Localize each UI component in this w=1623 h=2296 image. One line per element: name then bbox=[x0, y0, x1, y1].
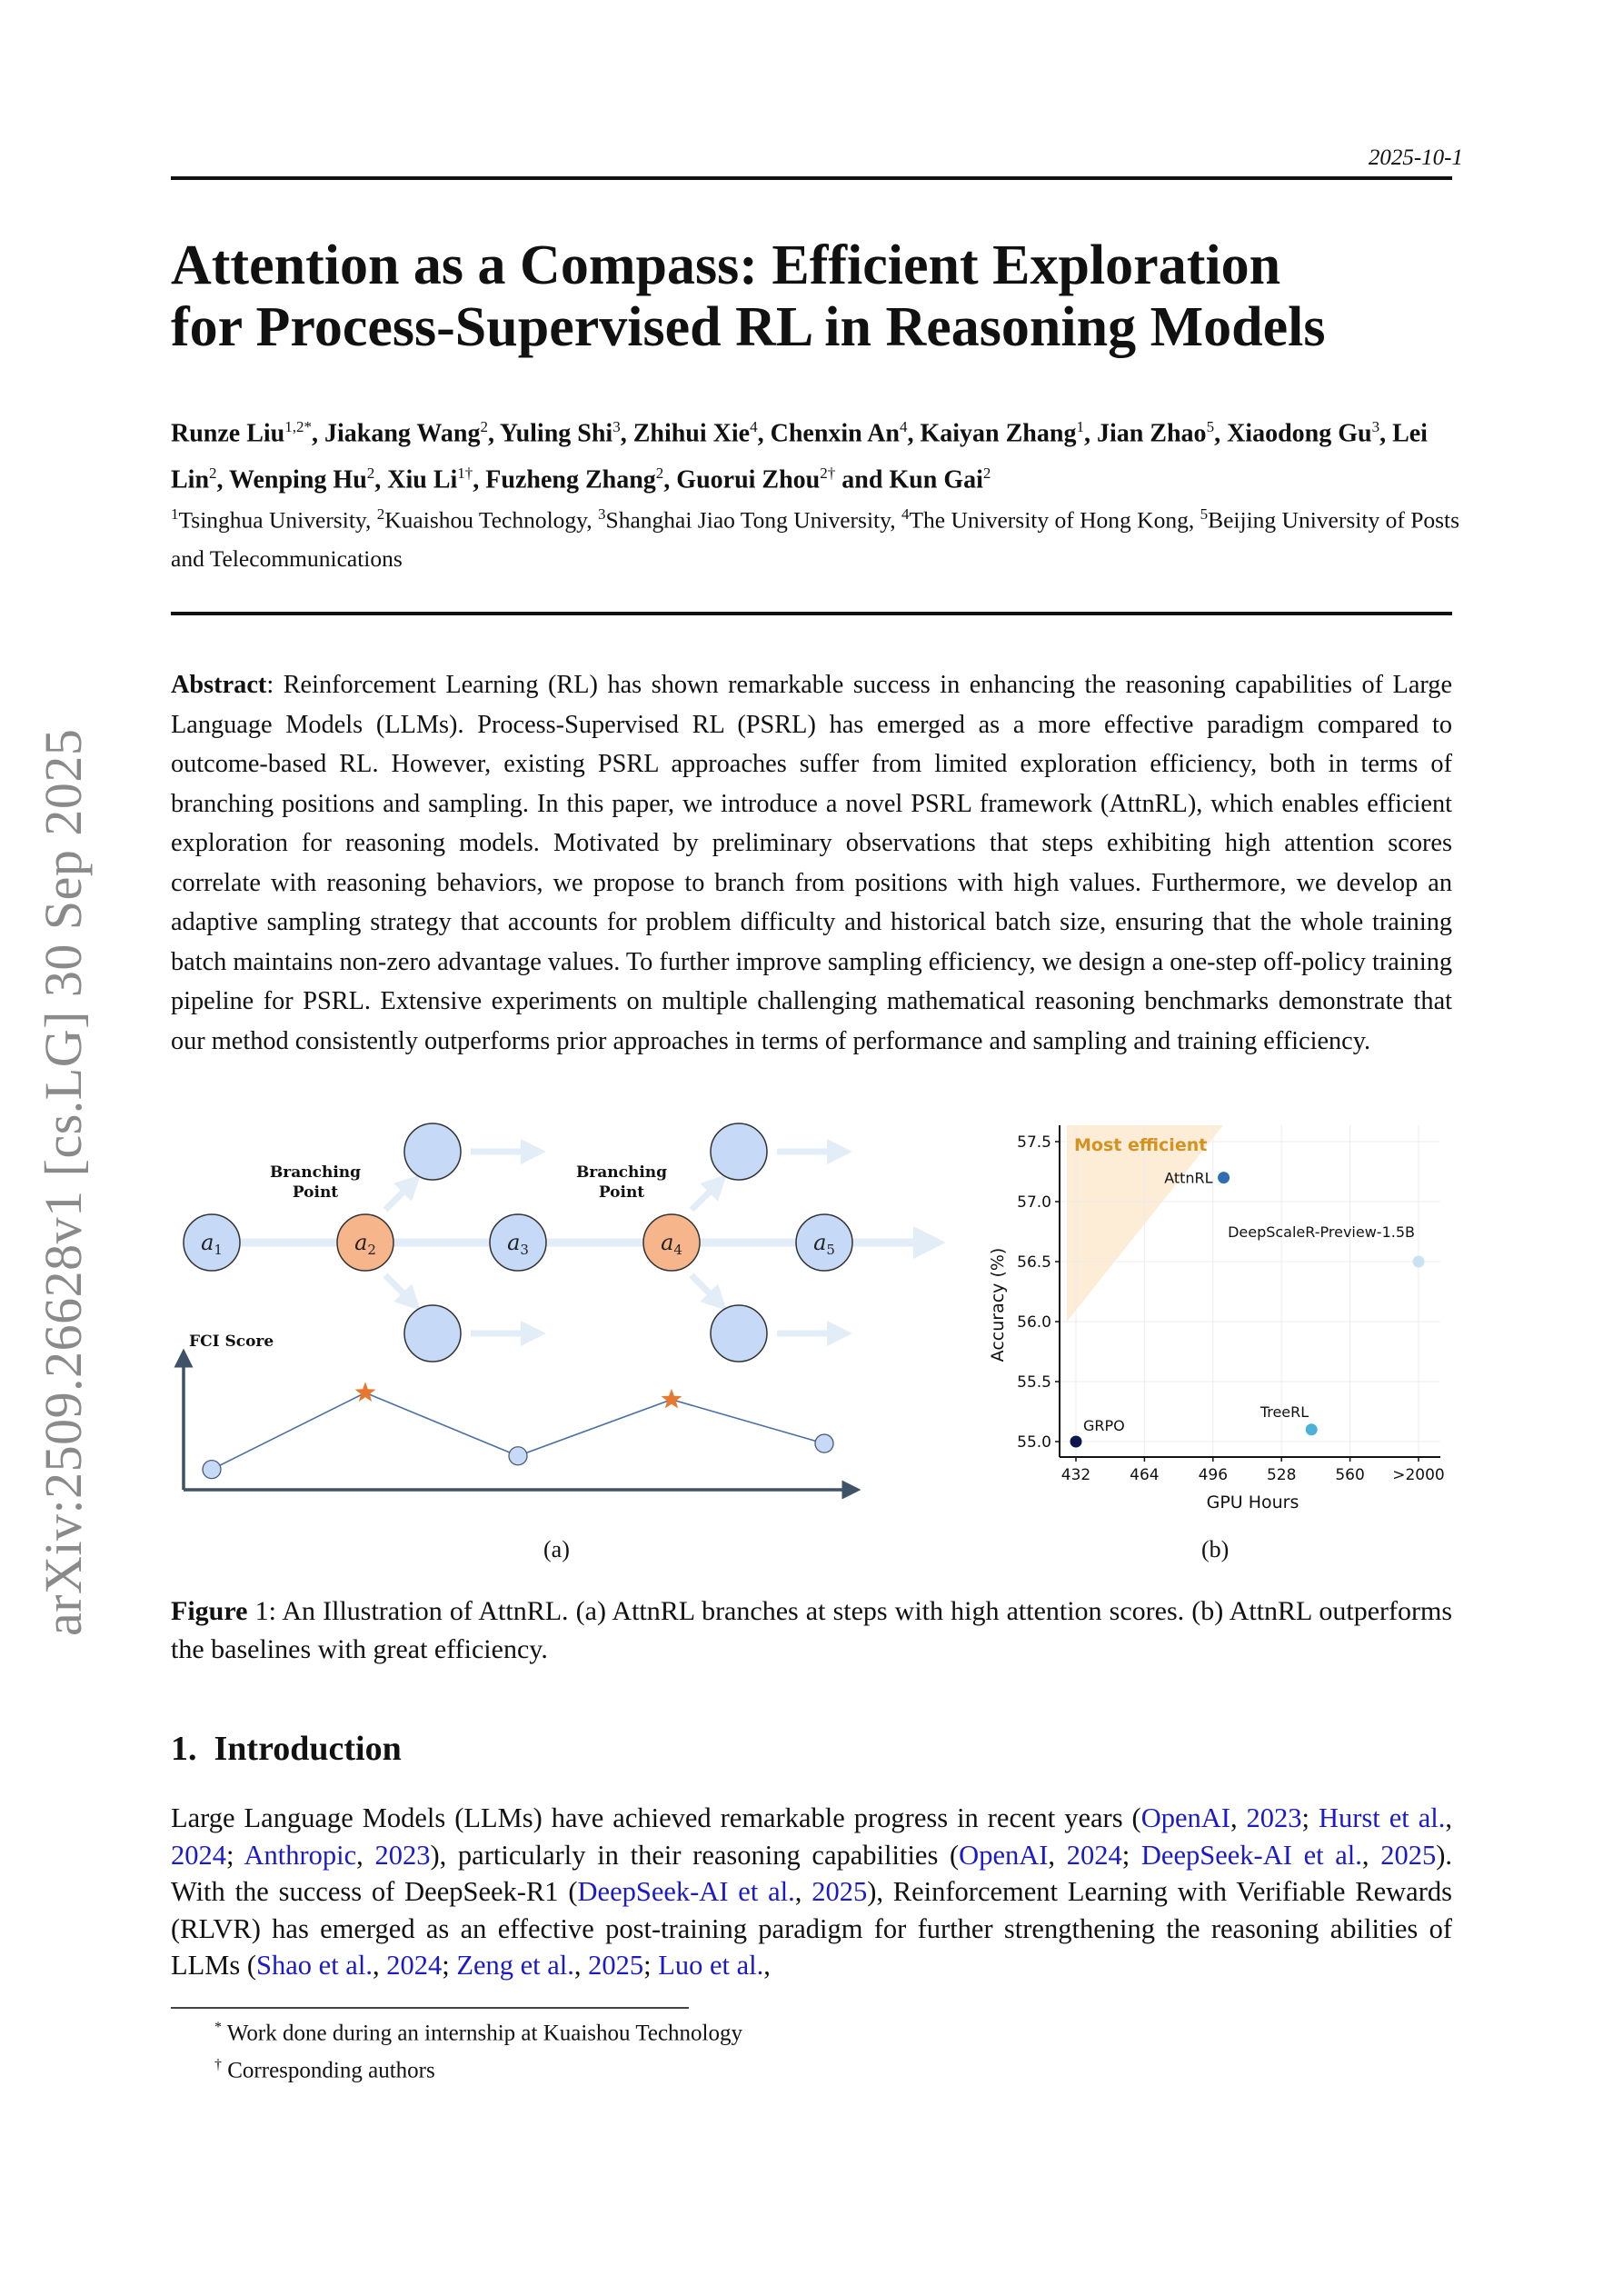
citation-link[interactable]: 2024 bbox=[386, 1950, 443, 1981]
author-affiliation-mark: 1,2* bbox=[284, 418, 312, 435]
author-affiliation-mark: 2† bbox=[820, 464, 836, 483]
affiliation-mark: 4 bbox=[901, 505, 910, 523]
author-affiliation-mark: 1† bbox=[457, 464, 473, 483]
intro-text: ), particularly in their reasoning capabilities ( bbox=[430, 1839, 960, 1871]
citation-link[interactable]: DeepSeek-AI et al. bbox=[1140, 1839, 1362, 1871]
y-axis-label: Accuracy (%) bbox=[988, 1247, 1008, 1363]
figure-b-chart bbox=[981, 1118, 1472, 1527]
y-tick-label: 56.5 bbox=[1017, 1253, 1051, 1272]
affiliation-mark: 1 bbox=[171, 505, 179, 523]
intro-text: ). With the success of DeepSeek-R1 ( bbox=[171, 1839, 1453, 1907]
data-point-attnrl bbox=[1218, 1172, 1230, 1183]
branching-point-label: Point bbox=[598, 1183, 645, 1202]
y-tick-label: 57.0 bbox=[1017, 1193, 1051, 1212]
footnote-rule bbox=[171, 2007, 689, 2009]
y-tick-label: 56.0 bbox=[1017, 1313, 1051, 1332]
branching-point-label: Branching bbox=[269, 1163, 362, 1182]
branch-node-lower bbox=[711, 1305, 767, 1362]
data-point-deepscaler-preview-1-5b bbox=[1413, 1256, 1425, 1268]
intro-text: , bbox=[573, 1950, 589, 1981]
citation-link[interactable]: Shao et al. bbox=[256, 1950, 373, 1981]
author-affiliation-mark: 4 bbox=[750, 418, 758, 435]
footnote-mark: * bbox=[214, 2020, 222, 2035]
author-affiliation-mark: 3 bbox=[1371, 418, 1380, 435]
data-point-treerl bbox=[1306, 1423, 1318, 1435]
intro-text: ), Reinforcement Learning with Verifiable Rewards (RLVR) has emerged as an effective post-training paradigm for further strengthening the reasoning abilities of LLMs ( bbox=[171, 1876, 1452, 1981]
author-name: Fuzheng Zhang bbox=[485, 465, 656, 494]
author-affiliation-mark: 2 bbox=[655, 464, 664, 483]
author-affiliation-mark: 3 bbox=[612, 418, 621, 435]
x-tick-label: 496 bbox=[1198, 1466, 1229, 1484]
intro-text: , bbox=[1230, 1802, 1247, 1833]
arxiv-stamp: arXiv:2509.26628v1 [cs.LG] 30 Sep 2025 bbox=[34, 728, 93, 1636]
step-node-label: $a_1$ bbox=[201, 1230, 223, 1258]
author-name: Wenping Hu bbox=[229, 465, 367, 494]
author-name: Lei Lin bbox=[171, 419, 1428, 494]
citation-link[interactable]: Luo et al. bbox=[658, 1950, 764, 1981]
citation-link[interactable]: Anthropic bbox=[244, 1839, 357, 1871]
subfigure-a-label: (a) bbox=[543, 1536, 570, 1562]
fci-star-marker bbox=[355, 1382, 376, 1402]
author-name: Jian Zhao bbox=[1096, 419, 1207, 448]
fci-point-marker bbox=[815, 1434, 833, 1452]
author-name: Runze Liu bbox=[171, 419, 285, 448]
fci-point-marker bbox=[203, 1461, 221, 1479]
title-line-2: for Process-Supervised RL in Reasoning Models bbox=[171, 296, 1326, 358]
affiliation-mark: 2 bbox=[376, 505, 385, 523]
affiliation-mark: 3 bbox=[598, 505, 606, 523]
author-affiliation-mark: 2 bbox=[366, 464, 375, 483]
fci-score-axis-label: FCI Score bbox=[189, 1333, 274, 1351]
intro-text: , bbox=[1445, 1802, 1452, 1833]
y-tick-label: 57.5 bbox=[1017, 1133, 1051, 1152]
branch-node-lower bbox=[404, 1305, 461, 1362]
author-name: Guorui Zhou bbox=[676, 465, 821, 494]
author-name: Kun Gai bbox=[889, 465, 983, 494]
intro-text: ; bbox=[1121, 1839, 1141, 1871]
branching-point-label: Point bbox=[292, 1183, 339, 1202]
affiliation-name: The University of Hong Kong bbox=[909, 506, 1189, 534]
y-tick-label: 55.5 bbox=[1017, 1373, 1051, 1392]
data-point-grpo bbox=[1070, 1436, 1082, 1448]
section-title: Introduction bbox=[214, 1730, 402, 1768]
citation-link[interactable]: 2025 bbox=[588, 1950, 644, 1981]
footnote bbox=[214, 2049, 742, 2086]
intro-text: , bbox=[794, 1876, 812, 1907]
caption-text: : An Illustration of AttnRL. (a) AttnRL branches at steps with high attention scores. (b) AttnRL outperforms the baselines with great efficiency. bbox=[171, 1596, 1453, 1664]
section-heading-introduction bbox=[171, 1729, 402, 1769]
citation-link[interactable]: 2023 bbox=[374, 1839, 431, 1871]
figure-caption bbox=[171, 1592, 1452, 1669]
x-tick-label: 432 bbox=[1060, 1466, 1091, 1484]
data-point-label: AttnRL bbox=[1164, 1169, 1213, 1187]
intro-text: ; bbox=[442, 1950, 457, 1981]
x-tick-label: 464 bbox=[1130, 1466, 1160, 1484]
caption-label: Figure bbox=[171, 1596, 248, 1626]
intro-text: ; bbox=[1301, 1802, 1319, 1833]
branch-arrow-up bbox=[385, 1179, 416, 1210]
author-affiliation-mark: 1 bbox=[1076, 418, 1084, 435]
section-number: 1. bbox=[171, 1730, 197, 1768]
figure-a-diagram bbox=[164, 1118, 945, 1500]
author-list: Runze Liu$^{1,2*}$, Jiakang Wang$^2$, Yuling Shi$^3$, Zhihui Xie$^4$, Chenxin An$^4$, Kaiyan Zhang$^1$, Jian Zhao$^5$, Xiaodong Gu$^3$, Lei Lin$^2$, Wenping Hu$^2$, Xiu $Li^{1\dagger}$, Fuzheng Zhang$^2$, Guorui Zhou$^{2\dagger}$ and Kun Gai$^2$ bbox=[171, 418, 1428, 494]
intro-text: ; bbox=[643, 1950, 659, 1981]
author-name: Zhihui Xie bbox=[632, 419, 751, 448]
author-affiliation-mark: 2 bbox=[209, 464, 217, 483]
citation-link[interactable]: OpenAI bbox=[1140, 1802, 1230, 1833]
subfigure-b-label: (b) bbox=[1201, 1536, 1230, 1562]
author-affiliation-mark: 2 bbox=[982, 464, 991, 483]
data-point-label: TreeRL bbox=[1260, 1403, 1309, 1421]
introduction-paragraph bbox=[171, 1800, 1452, 1984]
author-name: Chenxin An bbox=[770, 419, 900, 448]
author-affiliation-mark: 4 bbox=[900, 418, 908, 435]
x-tick-label: 560 bbox=[1335, 1466, 1365, 1484]
header-rule bbox=[171, 176, 1452, 180]
author-affiliation-mark: 5 bbox=[1206, 418, 1215, 435]
abstract-label: Abstract bbox=[171, 671, 267, 699]
data-point-label: GRPO bbox=[1083, 1417, 1125, 1434]
citation-link[interactable]: Hurst et al. bbox=[1319, 1802, 1446, 1833]
branch-node-upper bbox=[404, 1123, 461, 1180]
abstract-rule bbox=[171, 612, 1452, 615]
fci-point-marker bbox=[509, 1447, 527, 1465]
affiliation-mark: 5 bbox=[1200, 505, 1209, 523]
footnote-text: Work done during an internship at Kuaishou Technology bbox=[222, 2021, 742, 2046]
citation-link[interactable]: 2023 bbox=[1246, 1802, 1302, 1833]
paper-date: 2025-10-1 bbox=[1368, 145, 1463, 170]
author-name: Xiu Li bbox=[387, 465, 458, 494]
step-node-label: $a_3$ bbox=[507, 1230, 529, 1258]
paper-title bbox=[171, 235, 1461, 358]
intro-text: , bbox=[356, 1839, 375, 1871]
intro-text: ; bbox=[226, 1839, 244, 1871]
y-tick-label: 55.0 bbox=[1017, 1433, 1051, 1452]
step-node-label: $a_4$ bbox=[661, 1230, 682, 1258]
footnote bbox=[214, 2011, 742, 2049]
footnotes bbox=[214, 2011, 742, 2087]
citation-link[interactable]: 2025 bbox=[1380, 1839, 1437, 1871]
author-name: Jiakang Wang bbox=[324, 419, 481, 448]
abstract-text: Reinforcement Learning (RL) has shown remarkable success in enhancing the reasoning capabilities of Large Language Models (LLMs). Process-Supervised RL (PSRL) has emerged as a more effective paradigm compared to outcome-based RL. However, existing PSRL approaches suffer from limited exploration efficiency, both in terms of branching positions and sampling. In this paper, we introduce a novel PSRL framework (AttnRL), which enables efficient exploration for reasoning models. Motivated by preliminary observations that steps exhibiting high attention scores correlate with reasoning behaviors, we propose to branch from positions with high values. Furthermore, we develop an adaptive sampling strategy that accounts for problem difficulty and historical batch size, ensuring that the whole training batch maintains non-zero advantage values. To further improve sampling efficiency, we design a one-step off-policy training pipeline for PSRL. Extensive experiments on multiple challenging mathematical reasoning benchmarks demonstrate that our method consistently outperforms prior approaches in terms of performance and sampling and training efficiency. bbox=[171, 671, 1453, 1055]
intro-text: , bbox=[1361, 1839, 1381, 1871]
affiliation-name: Beijing University of Posts and Telecommunications bbox=[171, 506, 1460, 572]
author-name: Xiaodong Gu bbox=[1227, 419, 1372, 448]
x-tick-label: >2000 bbox=[1392, 1466, 1445, 1484]
intro-text: Large Language Models (LLMs) have achieved remarkable progress in recent years ( bbox=[171, 1802, 1141, 1833]
author-name: Kaiyan Zhang bbox=[920, 419, 1077, 448]
citation-link[interactable]: 2025 bbox=[812, 1876, 868, 1907]
branching-point-label: Branching bbox=[575, 1163, 668, 1182]
data-point-label: DeepScaleR-Preview-1.5B bbox=[1228, 1223, 1415, 1241]
most-efficient-annotation: Most efficient bbox=[1074, 1135, 1208, 1155]
abstract: Abstract: Reinforcement Learning (RL) has shown remarkable success in enhancing the reasoning capabilities of Large Language Models (LLMs). Process-Supervised RL (PSRL) has emerged as a more effective paradigm compared to outcome-based RL. However, existing PSRL approaches suffer from limited exploration efficiency, both in terms of branching positions and sampling. In this paper, we introduce a novel PSRL framework (AttnRL), which enables efficient exploration for reasoning models. Motivated by preliminary observations that steps exhibiting high attention scores correlate with reasoning behaviors, we propose to branch from positions with high values. Furthermore, we develop an adaptive sampling strategy that accounts for problem difficulty and historical batch size, ensuring that the whole training batch maintains non-zero advantage values. To further improve sampling efficiency, we design a one-step off-policy training pipeline for PSRL. Extensive experiments on multiple challenging mathematical reasoning benchmarks demonstrate that our method consistently outperforms prior approaches in terms of performance and sampling and training efficiency. bbox=[171, 671, 1453, 1055]
citation-link[interactable]: DeepSeek-AI et al. bbox=[577, 1876, 795, 1907]
intro-text: , bbox=[372, 1950, 387, 1981]
footnote-text: Corresponding authors bbox=[222, 2058, 435, 2083]
x-tick-label: 528 bbox=[1266, 1466, 1297, 1484]
branch-node-upper bbox=[711, 1123, 767, 1180]
citation-link[interactable]: Zeng et al. bbox=[456, 1950, 574, 1981]
branch-arrow-down bbox=[385, 1275, 416, 1306]
footnote-mark: † bbox=[214, 2057, 222, 2073]
branch-arrow-up bbox=[692, 1179, 722, 1210]
title-line-1: Attention as a Compass: Efficient Exploration bbox=[171, 235, 1281, 296]
intro-text: , bbox=[763, 1950, 771, 1981]
fci-star-marker bbox=[662, 1389, 682, 1409]
affiliation-name: Kuaishou Technology bbox=[384, 506, 587, 534]
step-node-label: $a_5$ bbox=[813, 1230, 835, 1258]
x-axis-label: GPU Hours bbox=[1206, 1492, 1299, 1512]
affiliation-name: Tsinghua University bbox=[178, 506, 365, 534]
step-node-label: $a_2$ bbox=[354, 1230, 376, 1258]
intro-text: , bbox=[1048, 1839, 1067, 1871]
branch-arrow-down bbox=[692, 1275, 722, 1306]
affiliations: $^1$Tsinghua University, $^2$Kuaishou Technology, $^3$Shanghai Jiao Tong University, $^4$The University of Hong Kong, $^5$Beijing University of Posts and Telecommunications bbox=[171, 505, 1460, 572]
author-name: Yuling Shi bbox=[499, 419, 613, 448]
caption-number: 1 bbox=[254, 1596, 269, 1626]
affiliation-name: Shanghai Jiao Tong University bbox=[605, 506, 891, 534]
citation-link[interactable]: 2024 bbox=[1066, 1839, 1122, 1871]
citation-link[interactable]: 2024 bbox=[171, 1839, 226, 1871]
citation-link[interactable]: OpenAI bbox=[959, 1839, 1049, 1871]
author-affiliation-mark: 2 bbox=[480, 418, 488, 435]
